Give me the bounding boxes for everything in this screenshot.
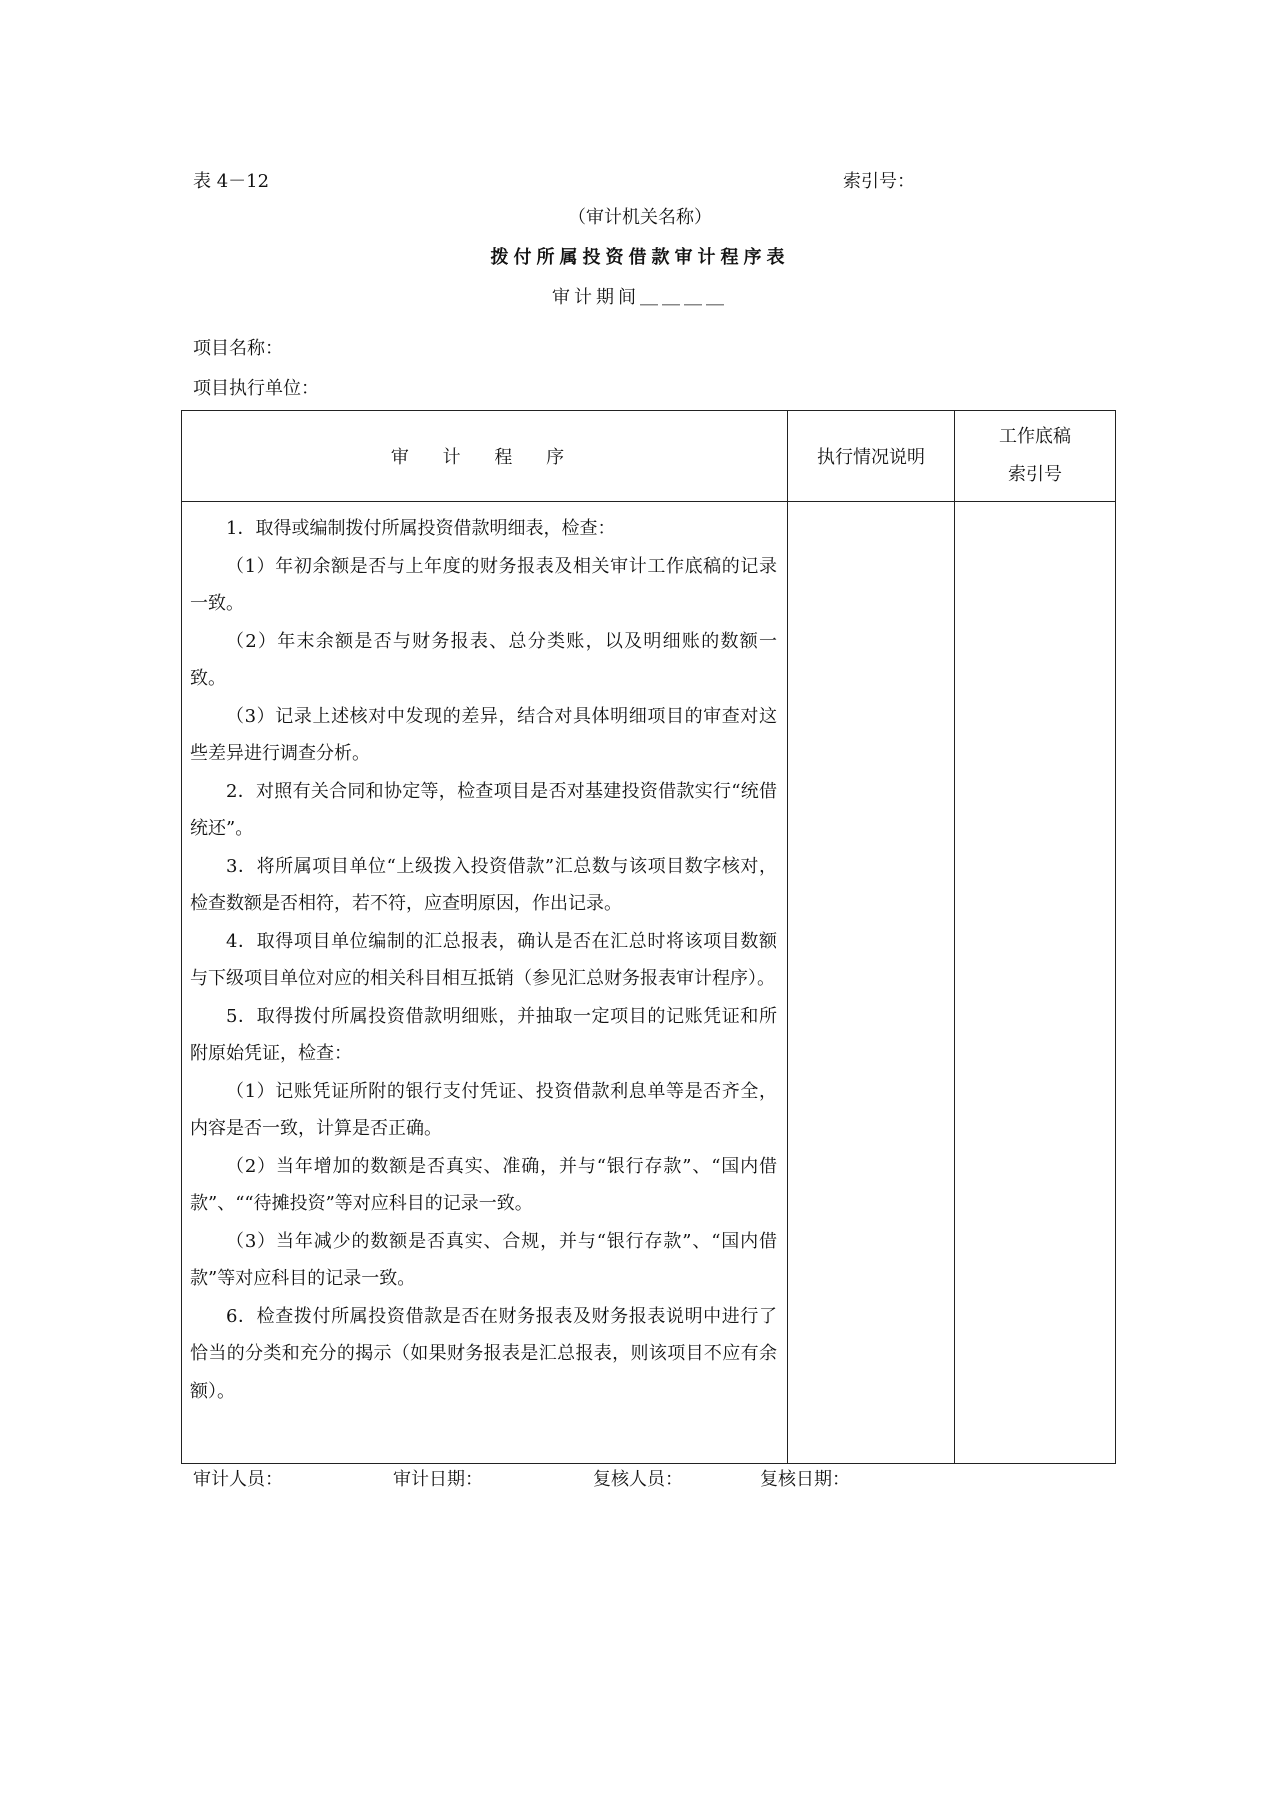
auditor-label: 审计人员：	[193, 1469, 283, 1490]
procedure-item: （3）当年减少的数额是否真实、合规，并与“银行存款”、“国内借款”等对应科目的记录一致。	[190, 1230, 777, 1289]
project-unit-label: 项目执行单位：	[193, 378, 319, 399]
execution-notes-cell[interactable]	[788, 502, 955, 1464]
procedure-item: （1）记账凭证所附的银行支付凭证、投资借款利息单等是否齐全，内容是否一致，计算是否正确。	[190, 1080, 777, 1139]
procedure-item: （3）记录上述核对中发现的差异，结合对具体明细项目的审查对这些差异进行调查分析。	[190, 705, 777, 764]
index-number-label: 索引号：	[843, 171, 915, 192]
procedure-item: 2．对照有关合同和协定等，检查项目是否对基建投资借款实行“统借统还”。	[190, 780, 777, 839]
workpaper-ref-line2: 索引号	[1008, 464, 1062, 485]
procedure-item: 4．取得项目单位编制的汇总报表，确认是否在汇总时将该项目数额与下级项目单位对应的相关科目相互抵销（参见汇总财务报表审计程序）。	[190, 930, 777, 989]
project-name-label: 项目名称：	[193, 338, 283, 359]
procedure-item: 3．将所属项目单位“上级拨入投资借款”汇总数与该项目数字核对，检查数额是否相符，若不符，应查明原因，作出记录。	[190, 855, 777, 914]
audit-procedure-table	[181, 410, 1116, 1464]
procedure-item: 5．取得拨付所属投资借款明细账，并抽取一定项目的记账凭证和所附原始凭证，检查：	[190, 1005, 777, 1064]
column-header-workpaper-ref	[955, 411, 1116, 502]
procedure-item: 6．检查拨付所属投资借款是否在财务报表及财务报表说明中进行了恰当的分类和充分的揭示（如果财务报表是汇总报表，则该项目不应有余额）。	[190, 1305, 777, 1402]
procedure-item: （2）当年增加的数额是否真实、准确，并与“银行存款”、“国内借款”、““待摊投资”等对应科目的记录一致。	[190, 1155, 777, 1214]
workpaper-ref-cell[interactable]	[955, 502, 1116, 1464]
table-number: 表 4－12	[193, 171, 270, 192]
document-title: 拨付所属投资借款审计程序表	[490, 247, 790, 268]
procedure-item: （2）年末余额是否与财务报表、总分类账，以及明细账的数额一致。	[190, 630, 777, 689]
column-header-procedure: 审 计 程 序	[182, 411, 788, 502]
audit-date-label: 审计日期：	[393, 1469, 483, 1490]
signature-footer	[0, 1468, 1280, 1492]
reviewer-label: 复核人员：	[593, 1469, 683, 1490]
column-header-execution-notes: 执行情况说明	[788, 411, 955, 502]
table-header-row	[182, 411, 1116, 502]
procedure-item: （1）年初余额是否与上年度的财务报表及相关审计工作底稿的记录一致。	[190, 555, 777, 614]
procedure-list-cell	[182, 502, 788, 1464]
organization-name: （审计机关名称）	[568, 207, 712, 228]
procedure-item: 1．取得或编制拨付所属投资借款明细表，检查：	[226, 518, 616, 539]
audit-period: 审计期间＿＿＿＿	[552, 287, 728, 308]
table-body-row	[182, 502, 1116, 1464]
workpaper-ref-line1: 工作底稿	[999, 426, 1071, 447]
review-date-label: 复核日期：	[760, 1469, 850, 1490]
